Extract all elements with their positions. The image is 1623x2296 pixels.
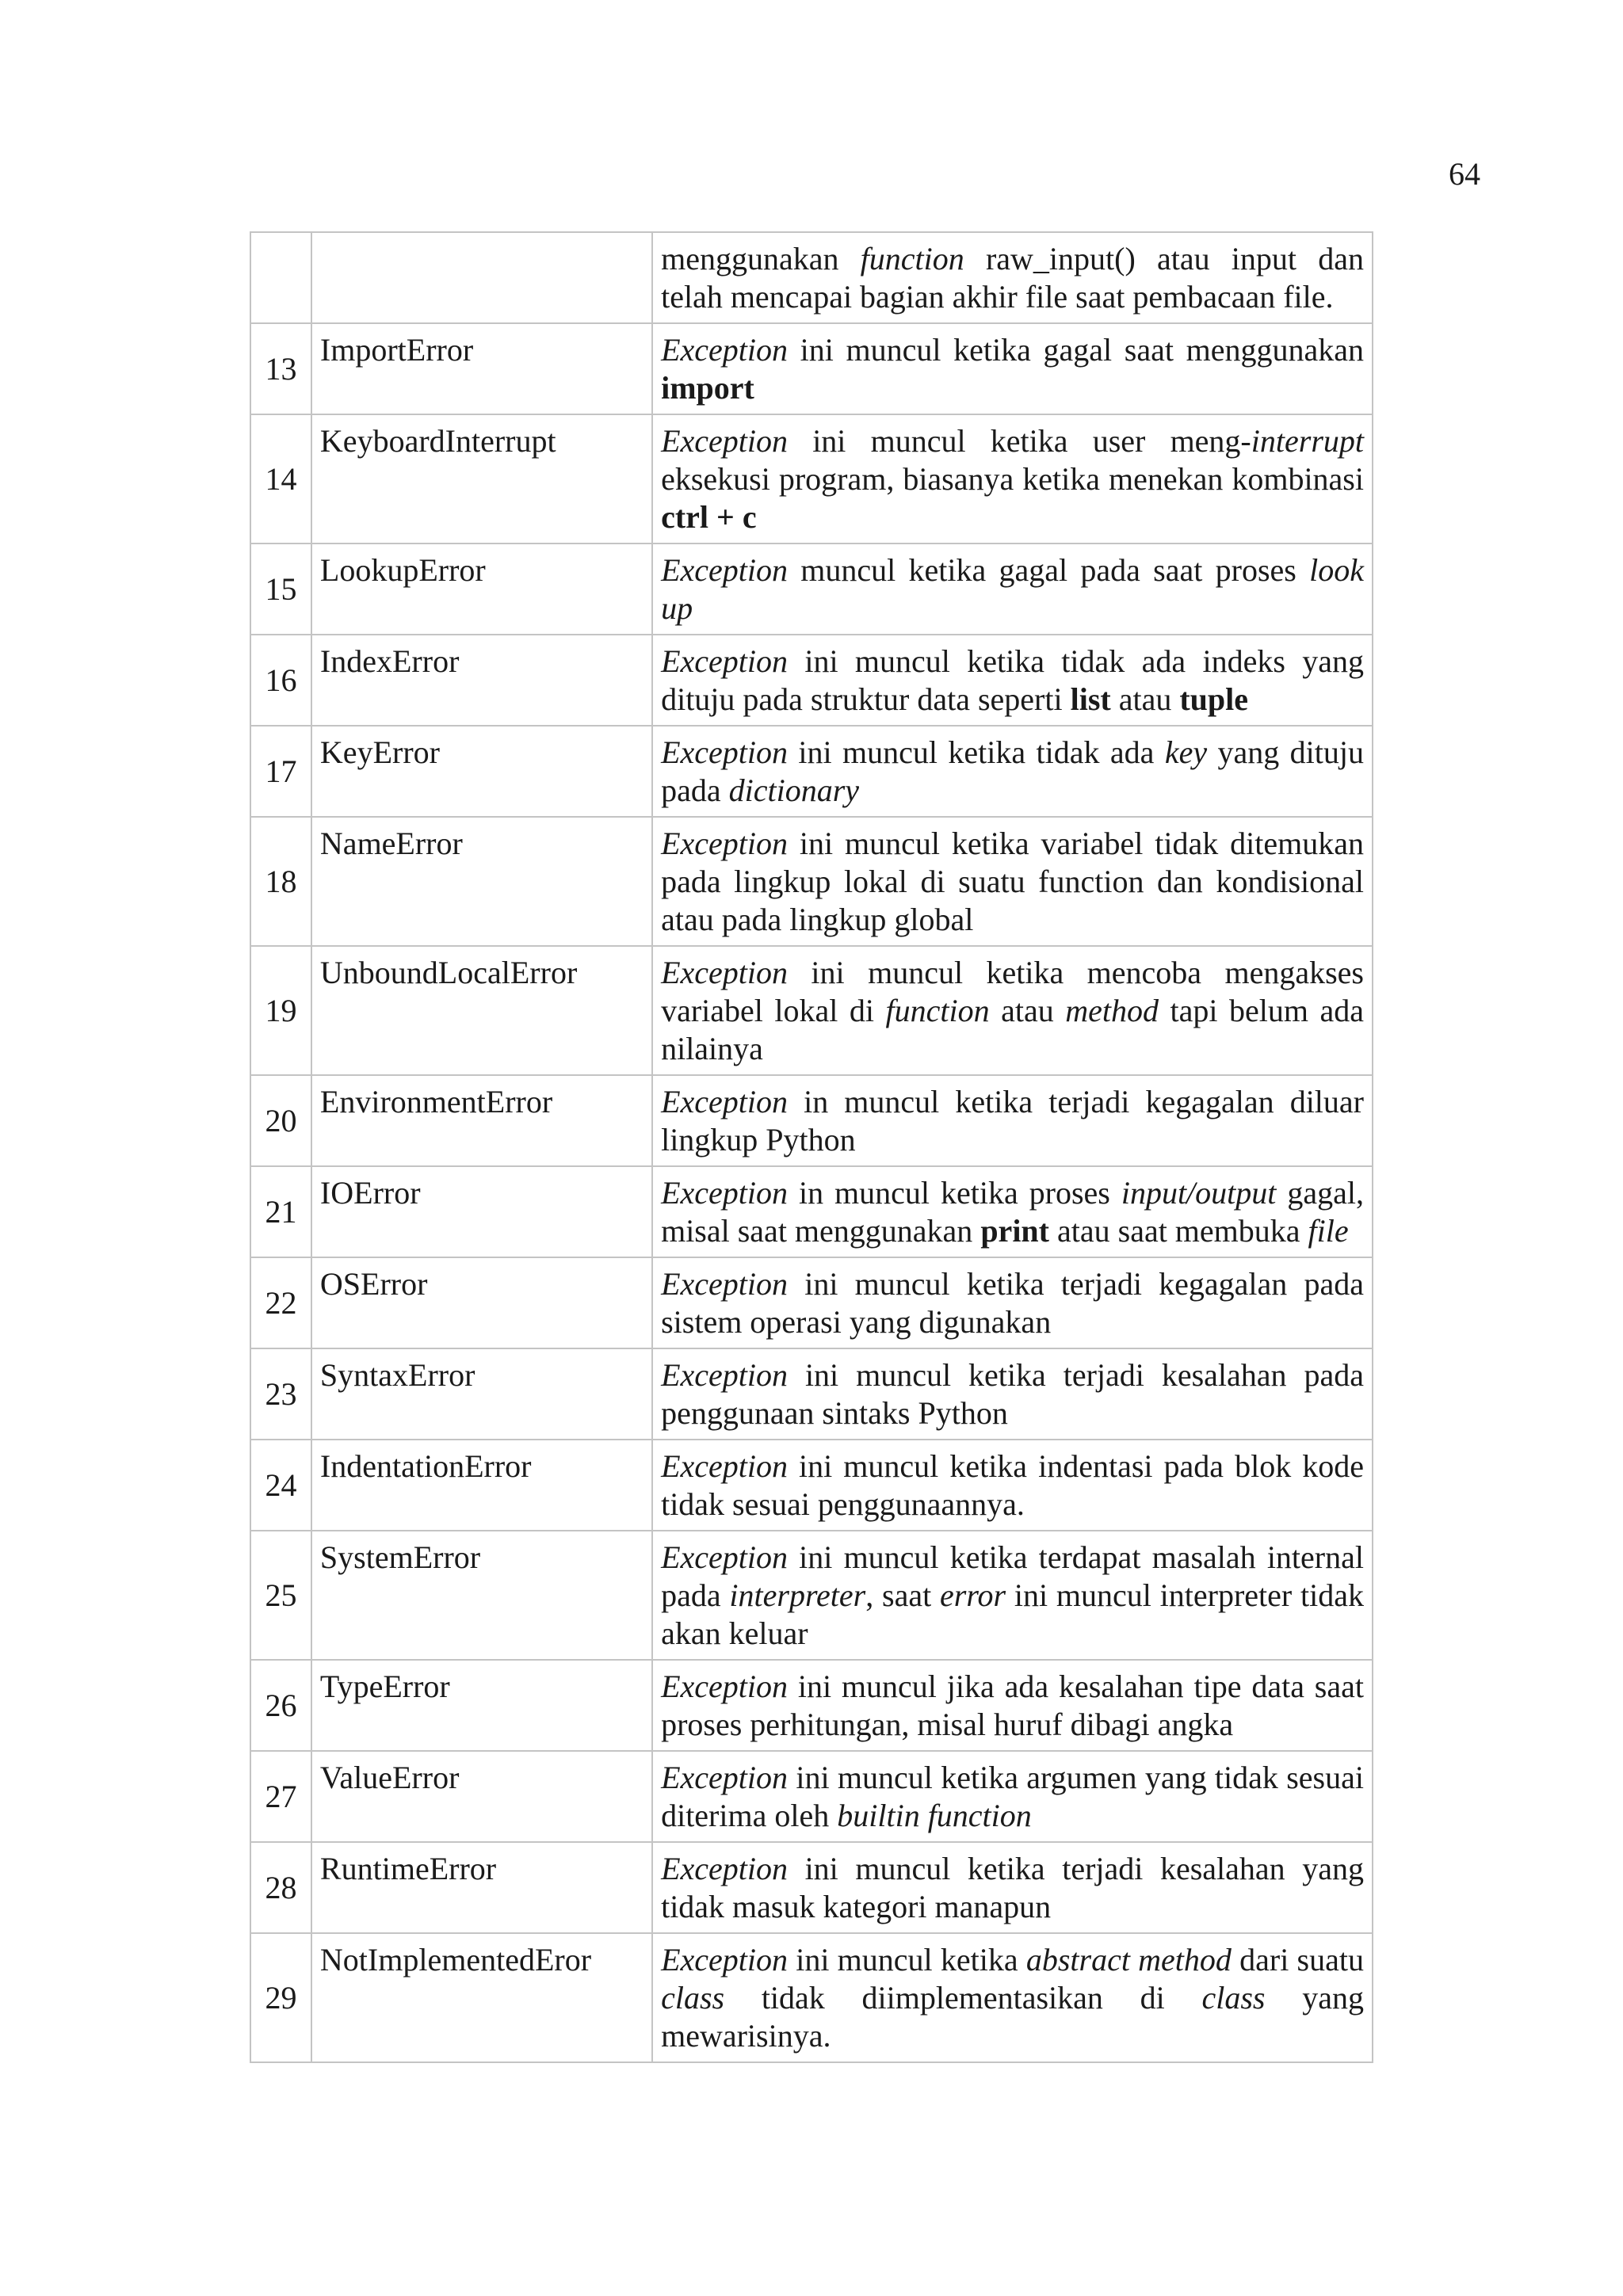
exception-name-cell: SyntaxError (311, 1348, 652, 1440)
description-text: ini muncul ketika terjadi kesalahan pada penggunaan sintaks Python (661, 1357, 1364, 1431)
row-number-cell: 20 (250, 1075, 311, 1166)
exception-description-cell (652, 1166, 1373, 1257)
row-number-cell: 17 (250, 726, 311, 817)
description-text: gagal, misal saat menggunakan (661, 1175, 1364, 1249)
row-number-cell: 28 (250, 1842, 311, 1933)
description-text: in muncul ketika proses (788, 1175, 1121, 1211)
description-text: ini muncul ketika user meng- (788, 423, 1251, 459)
exception-name-cell: IndexError (311, 635, 652, 726)
description-text: Exception (661, 1760, 788, 1795)
exception-description-cell (652, 1348, 1373, 1440)
description-text: class (661, 1980, 725, 2016)
row-number-cell (250, 232, 311, 323)
table-row (250, 232, 1373, 323)
exception-description-cell (652, 323, 1373, 414)
description-text: Exception (661, 1669, 788, 1704)
exception-description-cell (652, 1257, 1373, 1348)
table-row (250, 1348, 1373, 1440)
exception-name-cell: LookupError (311, 543, 652, 635)
description-text: Exception (661, 955, 788, 990)
description-text: builtin function (837, 1798, 1032, 1833)
row-number-cell: 23 (250, 1348, 311, 1440)
table-row (250, 543, 1373, 635)
description-text: print (980, 1213, 1049, 1249)
description-text: Exception (661, 1448, 788, 1484)
row-number-cell: 19 (250, 946, 311, 1075)
description-text: file (1308, 1213, 1349, 1249)
description-text: Exception (661, 1266, 788, 1302)
description-text: Exception (661, 1539, 788, 1575)
table-row (250, 414, 1373, 543)
table-row (250, 1075, 1373, 1166)
description-text: ini muncul ketika gagal saat menggunakan (788, 332, 1364, 368)
description-text: method (1065, 993, 1159, 1028)
table-row (250, 635, 1373, 726)
description-text: ini muncul ketika variabel tidak ditemukan pada lingkup lokal di suatu function dan kondisional atau pada lingkup global (661, 826, 1364, 937)
description-text: in muncul ketika terjadi kegagalan diluar lingkup Python (661, 1084, 1364, 1158)
exception-name-cell: KeyboardInterrupt (311, 414, 652, 543)
table-row (250, 1257, 1373, 1348)
exception-table (250, 231, 1373, 2063)
description-text: ini muncul interpreter tidak akan keluar (661, 1577, 1365, 1651)
exception-description-cell (652, 1531, 1373, 1660)
row-number-cell: 21 (250, 1166, 311, 1257)
description-text: ini muncul ketika tidak ada (788, 734, 1165, 770)
description-text: key (1164, 734, 1208, 770)
table-row (250, 1440, 1373, 1531)
description-text: atau (989, 993, 1066, 1028)
description-text: dictionary (728, 772, 860, 808)
description-text: , saat (865, 1577, 941, 1613)
description-text: ini muncul ketika indentasi pada blok kode tidak sesuai penggunaannya. (661, 1448, 1364, 1522)
description-text: Exception (661, 423, 788, 459)
exception-description-cell (652, 1660, 1373, 1751)
description-text: raw_input() atau input dan telah mencapai bagian akhir file saat pembacaan file. (661, 241, 1364, 315)
description-text: look up (661, 552, 1364, 626)
exception-description-cell (652, 1075, 1373, 1166)
description-text: dari suatu (1231, 1942, 1364, 1978)
exception-name-cell: SystemError (311, 1531, 652, 1660)
description-text: import (661, 370, 754, 406)
row-number-cell: 26 (250, 1660, 311, 1751)
description-text: Exception (661, 1084, 788, 1119)
row-number-cell: 18 (250, 817, 311, 946)
exception-name-cell: NotImplementedEror (311, 1933, 652, 2062)
exception-name-cell (311, 232, 652, 323)
table-row (250, 726, 1373, 817)
table-row (250, 1751, 1373, 1842)
exception-description-cell (652, 414, 1373, 543)
description-text: interpreter (729, 1577, 866, 1613)
description-text: Exception (661, 1942, 788, 1978)
description-text: Exception (661, 1851, 788, 1886)
table-row (250, 946, 1373, 1075)
row-number-cell: 25 (250, 1531, 311, 1660)
row-number-cell: 29 (250, 1933, 311, 2062)
exception-name-cell: IOError (311, 1166, 652, 1257)
description-text: list (1070, 681, 1111, 717)
description-text: error (940, 1577, 1006, 1613)
exception-description-cell (652, 635, 1373, 726)
row-number-cell: 14 (250, 414, 311, 543)
row-number-cell: 16 (250, 635, 311, 726)
description-text: Exception (661, 1357, 788, 1393)
description-text: yang mewarisinya. (661, 1980, 1364, 2054)
row-number-cell: 13 (250, 323, 311, 414)
description-text: eksekusi program, biasanya ketika menekan kombinasi (661, 461, 1364, 497)
exception-name-cell: OSError (311, 1257, 652, 1348)
description-text: ini muncul ketika mencoba mengakses variabel lokal di (661, 955, 1364, 1028)
table-row (250, 1842, 1373, 1933)
table-row (250, 1933, 1373, 2062)
description-text: ini muncul ketika terdapat masalah internal pada (661, 1539, 1364, 1613)
description-text: function (885, 993, 990, 1028)
row-number-cell: 24 (250, 1440, 311, 1531)
description-text: muncul ketika gagal pada saat proses (788, 552, 1310, 588)
exception-description-cell (652, 1751, 1373, 1842)
description-text: ini muncul jika ada kesalahan tipe data saat proses perhitungan, misal huruf dibagi angka (661, 1669, 1364, 1742)
table-row (250, 1660, 1373, 1751)
description-text: menggunakan (661, 241, 861, 277)
exception-name-cell: EnvironmentError (311, 1075, 652, 1166)
description-text: Exception (661, 552, 788, 588)
description-text: Exception (661, 826, 788, 861)
row-number-cell: 15 (250, 543, 311, 635)
description-text: tapi belum ada nilainya (661, 993, 1365, 1066)
exception-description-cell (652, 1842, 1373, 1933)
row-number-cell: 27 (250, 1751, 311, 1842)
exception-name-cell: RuntimeError (311, 1842, 652, 1933)
exception-description-cell (652, 1440, 1373, 1531)
description-text: ini muncul ketika terjadi kesalahan yang tidak masuk kategori manapun (661, 1851, 1364, 1924)
exception-table-body (250, 232, 1373, 2062)
description-text: input/output (1121, 1175, 1277, 1211)
description-text: tidak diimplementasikan di (724, 1980, 1202, 2016)
table-row (250, 817, 1373, 946)
description-text: ini muncul ketika (788, 1942, 1026, 1978)
exception-description-cell (652, 232, 1373, 323)
exception-name-cell: NameError (311, 817, 652, 946)
description-text: ini muncul ketika terjadi kegagalan pada sistem operasi yang digunakan (661, 1266, 1364, 1340)
exception-name-cell: ValueError (311, 1751, 652, 1842)
exception-name-cell: UnboundLocalError (311, 946, 652, 1075)
exception-description-cell (652, 543, 1373, 635)
description-text: class (1201, 1980, 1266, 2016)
row-number-cell: 22 (250, 1257, 311, 1348)
description-text: Exception (661, 332, 788, 368)
description-text: atau (1110, 681, 1180, 717)
description-text: ini muncul ketika argumen yang tidak sesuai diterima oleh (661, 1760, 1364, 1833)
exception-description-cell (652, 817, 1373, 946)
description-text: tuple (1179, 681, 1249, 717)
exception-name-cell: TypeError (311, 1660, 652, 1751)
description-text: Exception (661, 643, 788, 679)
description-text: atau saat membuka (1049, 1213, 1308, 1249)
table-row (250, 1166, 1373, 1257)
description-text: abstract method (1025, 1942, 1232, 1978)
page-number: 64 (1449, 156, 1480, 192)
description-text: yang dituju pada (661, 734, 1365, 808)
exception-description-cell (652, 1933, 1373, 2062)
table-row (250, 1531, 1373, 1660)
exception-name-cell: KeyError (311, 726, 652, 817)
description-text: interrupt (1251, 423, 1364, 459)
description-text: ini muncul ketika tidak ada indeks yang dituju pada struktur data seperti (661, 643, 1364, 717)
exception-description-cell (652, 726, 1373, 817)
exception-name-cell: IndentationError (311, 1440, 652, 1531)
exception-description-cell (652, 946, 1373, 1075)
description-text: ctrl + c (661, 499, 757, 535)
exception-name-cell: ImportError (311, 323, 652, 414)
description-text: Exception (661, 1175, 788, 1211)
description-text: Exception (661, 734, 788, 770)
description-text: function (860, 241, 964, 277)
table-row (250, 323, 1373, 414)
